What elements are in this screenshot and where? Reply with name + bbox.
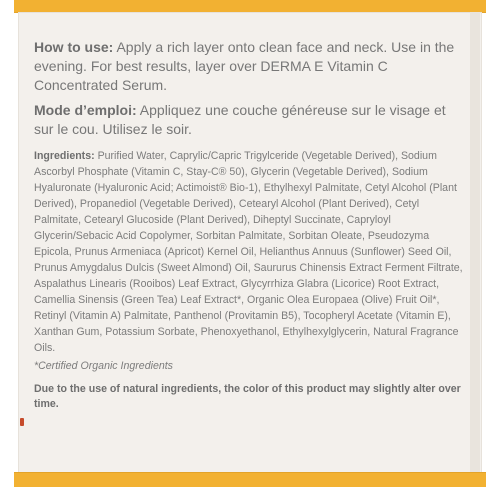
label-content — [34, 38, 464, 412]
mode-emploi-label: Mode d’emploi: — [34, 102, 137, 118]
ingredients-text: Purified Water, Caprylic/Capric Trigylceride (Vegetable Derived), Sodium Ascorbyl Phosphate (Vitamin C, Stay-C® 50), Glycerin (Vegetable Derived), Sodium Hyaluronate (Hyaluronic Acid; Actimoist® Bio-1), Ethylhexyl Palmitate, Cetyl Alcohol (Plant Derived), Propanediol (Vegetable Derived), Cetearyl Alcohol (Plant Derived), Cetyl Palmitate, Cetearyl Glucoside (Plant Derived), Diheptyl Succinate, Capryloyl Glycerin/Sebacic Acid Copolymer, Sorbitan Palmitate, Sorbitan Oleate, Pseudozyma Epicola, Prunus Armeniaca (Apricot) Kernel Oil, Helianthus Annuus (Sunflower) Seed Oil, Prunus Amygdalus Dulcis (Sweet Almond) Oil, Saururus Chinensis Extract Ferment Filtrate, Aspalathus Linearis (Rooibos) Leaf Extract, Glycyrrhiza Glabra (Licorice) Root Extract, Camellia Sinensis (Green Tea) Leaf Extract*, Organic Olea Europaea (Olive) Fruit Oil*, Retinyl (Vitamin A) Palmitate, Panthenol (Provitamin B5), Tocopheryl Acetate (Vitamin E), Xanthan Gum, Potassium Sorbate, Phenoxyethanol, Ethylhexylglycerin, Natural Fragrance Oils. — [34, 150, 463, 354]
mode-emploi-section — [34, 101, 464, 139]
certified-organic-note: *Certified Organic Ingredients — [34, 360, 173, 372]
mode-emploi-text: Appliquez une couche généreuse sur le visage et sur le cou. Utilisez le soir. — [34, 102, 446, 137]
edge-mark — [20, 418, 24, 426]
how-to-use-text: Apply a rich layer onto clean face and neck. Use in the evening. For best results, layer over DERMA E Vitamin C Concentrated Serum. — [34, 39, 455, 93]
color-change-note: Due to the use of natural ingredients, the color of this product may slightly alter over time. — [34, 383, 461, 410]
how-to-use-section — [34, 38, 464, 95]
panel-edge-shadow — [470, 12, 480, 474]
ingredients-label: Ingredients: — [34, 150, 95, 162]
how-to-use-label: How to use: — [34, 39, 114, 55]
bottom-color-band — [14, 472, 486, 487]
ingredients-section — [34, 148, 464, 356]
